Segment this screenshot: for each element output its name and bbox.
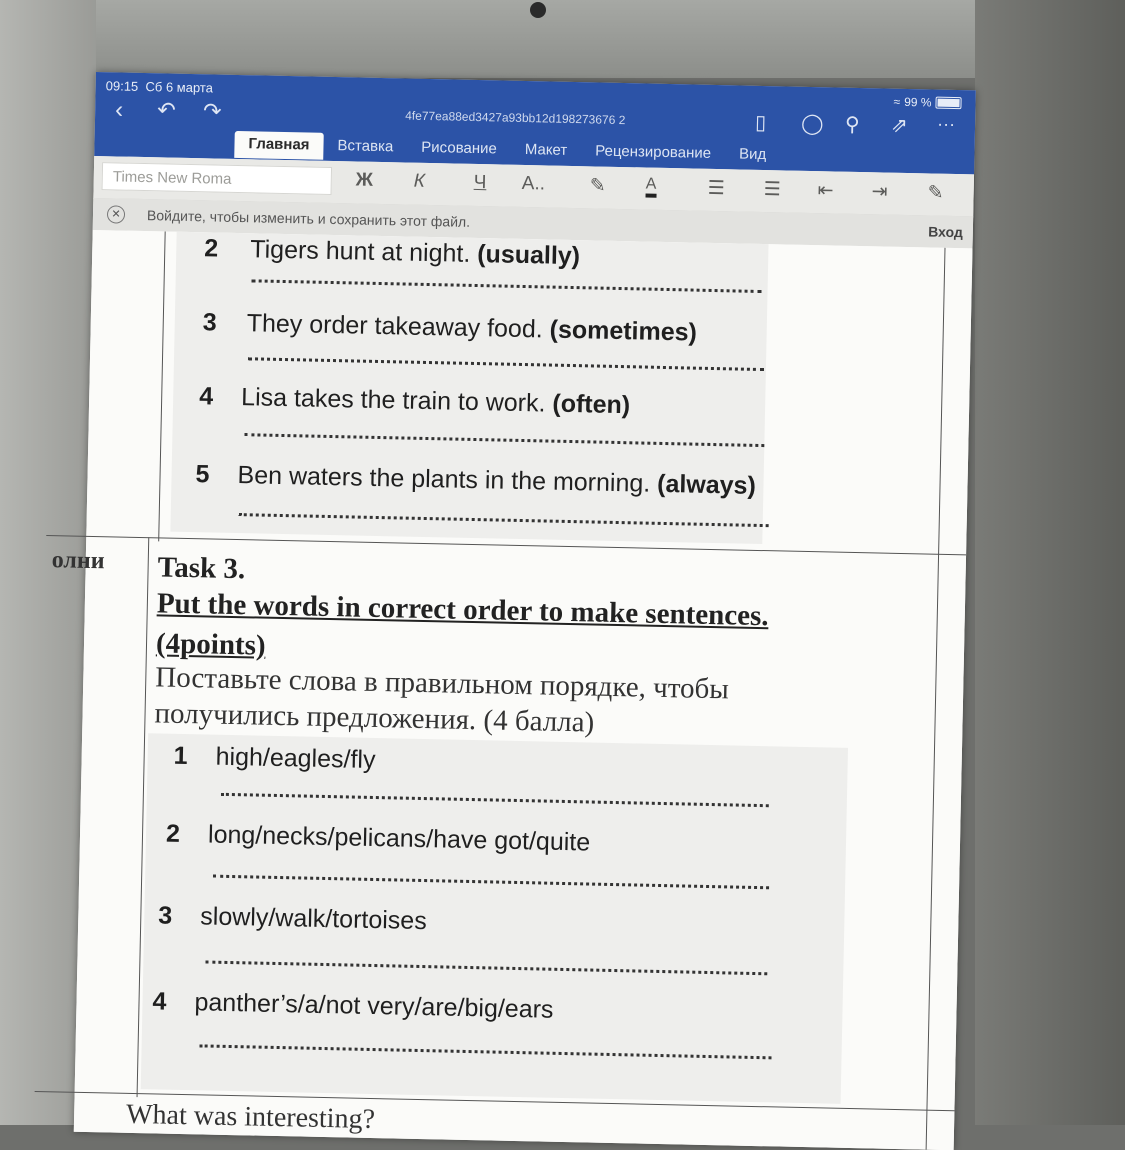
close-icon[interactable]: ✕ bbox=[107, 205, 125, 223]
tablet-screen bbox=[51, 72, 976, 1150]
search-icon[interactable]: ⚲ bbox=[844, 113, 860, 137]
exercise-number: 2 bbox=[204, 234, 219, 263]
bullet-list-icon[interactable]: ☰ bbox=[707, 177, 725, 200]
share-icon[interactable]: ⇗ bbox=[890, 114, 909, 138]
back-icon[interactable]: ‹ bbox=[114, 96, 124, 124]
tab-home[interactable]: Главная bbox=[234, 131, 324, 160]
exercise-words: high/eagles/fly bbox=[215, 742, 376, 775]
tab-review[interactable]: Рецензирование bbox=[595, 142, 712, 162]
task-title: Task 3. bbox=[157, 551, 246, 586]
increase-indent-icon[interactable]: ⇥ bbox=[871, 181, 888, 203]
device-bezel-right bbox=[975, 0, 1125, 1125]
exercise-sentence: They order takeaway food. (sometimes) bbox=[246, 309, 698, 347]
undo-icon[interactable]: ↶ bbox=[156, 97, 176, 123]
tab-layout[interactable]: Макет bbox=[524, 140, 568, 159]
exercise-sentence: Tigers hunt at night. (usually) bbox=[250, 235, 581, 271]
exercise-number: 2 bbox=[165, 819, 181, 848]
numbered-list-icon[interactable]: ☰ bbox=[763, 179, 781, 201]
task-instruction-ru: Поставьте слова в правильном порядке, чтобы получились предложения. (4 балла) bbox=[154, 661, 730, 739]
styles-icon[interactable]: ✎ bbox=[927, 182, 944, 204]
task-instruction: Put the words in correct order to make sentences. (4points) bbox=[155, 587, 769, 662]
table-border bbox=[158, 231, 165, 541]
font-color-button[interactable]: A bbox=[645, 176, 656, 198]
exercise-words: panther’s/a/not very/are/big/ears bbox=[194, 988, 554, 1024]
italic-button[interactable]: К bbox=[413, 170, 426, 192]
decrease-indent-icon[interactable]: ⇤ bbox=[817, 180, 834, 202]
signin-message: Войдите, чтобы изменить и сохранить этот файл. bbox=[146, 207, 471, 230]
tab-view[interactable]: Вид bbox=[738, 145, 767, 164]
table-border bbox=[926, 248, 946, 1150]
lightbulb-icon[interactable]: ◯ bbox=[800, 112, 824, 136]
highlighter-icon[interactable]: ✎ bbox=[589, 175, 606, 197]
more-icon[interactable]: ··· bbox=[936, 113, 956, 135]
exercise-words: long/necks/pelicans/have got/quite bbox=[207, 820, 591, 857]
reflection-question: What was interesting? bbox=[125, 1098, 376, 1136]
battery-percent: 99 % bbox=[904, 94, 932, 110]
exercise-sentence: Lisa takes the train to work. (often) bbox=[240, 383, 631, 420]
wifi-icon: ≈ bbox=[893, 94, 901, 109]
document-title: 4fe77ea88ed3427a93bb12d198273676 2 bbox=[405, 108, 626, 128]
exercise-number: 1 bbox=[173, 741, 188, 771]
tab-insert[interactable]: Вставка bbox=[337, 137, 394, 156]
exercise-sentence: Ben waters the plants in the morning. (always) bbox=[237, 461, 757, 500]
exercise-words: slowly/walk/tortoises bbox=[200, 902, 428, 936]
mobile-view-icon[interactable]: ▯ bbox=[754, 111, 767, 135]
font-name-field[interactable]: Times New Roma bbox=[102, 162, 333, 195]
exercise-number: 3 bbox=[202, 308, 217, 337]
bold-button[interactable]: Ж bbox=[355, 169, 374, 191]
device-bezel-top bbox=[0, 0, 1125, 78]
exercise-number: 5 bbox=[195, 460, 210, 489]
document-body bbox=[51, 230, 973, 1150]
tab-draw[interactable]: Рисование bbox=[421, 138, 497, 158]
format-more-button[interactable]: A.. bbox=[521, 172, 546, 195]
exercise-number: 3 bbox=[158, 901, 173, 930]
redo-icon[interactable]: ↷ bbox=[202, 98, 222, 124]
login-button[interactable]: Вход bbox=[928, 223, 964, 241]
status-battery bbox=[893, 95, 961, 110]
battery-icon bbox=[935, 97, 961, 110]
exercise-number: 4 bbox=[198, 382, 214, 411]
exercise-number: 4 bbox=[152, 987, 167, 1016]
underline-button[interactable]: Ч bbox=[473, 171, 487, 194]
status-time-date: 09:15 Сб 6 марта bbox=[105, 78, 214, 96]
camera-dot bbox=[530, 2, 546, 18]
cropped-column-label: олни bbox=[51, 547, 105, 575]
